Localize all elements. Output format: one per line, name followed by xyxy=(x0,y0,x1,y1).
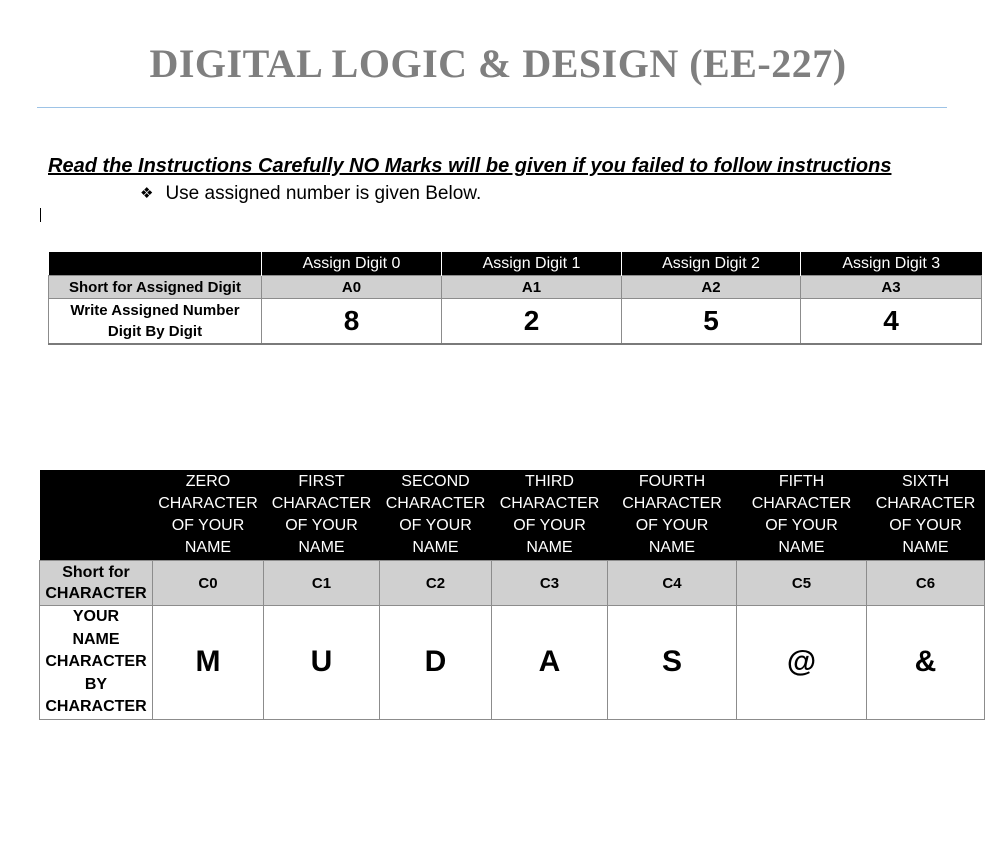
row-label-line: CHARACTER xyxy=(45,585,147,602)
table-cell[interactable]: A xyxy=(492,606,608,720)
header-line: NAME xyxy=(184,539,232,556)
table-cell[interactable]: 8 xyxy=(262,299,442,345)
text-cursor xyxy=(40,208,41,222)
table-cell[interactable]: C4 xyxy=(608,561,737,606)
table-row xyxy=(49,276,982,299)
header-line: NAME xyxy=(412,539,459,556)
instructions-heading: Read the Instructions Carefully NO Marks will be given if you failed to follow instructions xyxy=(48,155,892,177)
header-cell: Assign Digit 2 xyxy=(622,252,801,276)
table-cell[interactable]: A2 xyxy=(622,276,801,299)
table-row xyxy=(40,561,985,606)
header-cell: Assign Digit 0 xyxy=(262,252,442,276)
table-row xyxy=(49,299,982,345)
title-divider xyxy=(37,107,947,108)
table-cell[interactable]: 4 xyxy=(801,299,982,345)
header-line: SECOND xyxy=(401,473,470,490)
row-label: Short for Assigned Digit xyxy=(49,276,262,299)
header-line: OF YOUR xyxy=(635,517,709,534)
header-line: CHARACTER xyxy=(622,495,722,512)
row-label-line: NAME xyxy=(72,630,120,648)
table-cell[interactable]: C2 xyxy=(380,561,492,606)
header-line: CHARACTER xyxy=(385,495,486,512)
header-cell xyxy=(867,470,985,561)
header-line: CHARACTER xyxy=(499,495,600,512)
header-cell xyxy=(608,470,737,561)
assigned-digits-table xyxy=(48,252,982,345)
header-line: FIRST xyxy=(298,473,345,490)
header-line: CHARACTER xyxy=(751,495,852,512)
row-label-line: BY xyxy=(84,675,108,693)
table-cell[interactable]: A1 xyxy=(442,276,622,299)
table-cell[interactable]: C1 xyxy=(264,561,380,606)
row-label-line: Write Assigned Number xyxy=(70,302,240,319)
table-cell[interactable]: A0 xyxy=(262,276,442,299)
header-line: OF YOUR xyxy=(285,517,358,534)
header-cell: Assign Digit 1 xyxy=(442,252,622,276)
document-title: DIGITAL LOGIC & DESIGN (EE-227) xyxy=(149,41,847,86)
header-line: CHARACTER xyxy=(875,495,976,512)
table-cell[interactable]: 2 xyxy=(442,299,622,345)
header-line: CHARACTER xyxy=(271,495,372,512)
row-label-line: CHARACTER xyxy=(45,698,147,715)
header-line: NAME xyxy=(526,539,573,556)
header-cell xyxy=(40,470,153,561)
table-header-row xyxy=(40,470,985,561)
row-label xyxy=(40,561,153,606)
header-line: NAME xyxy=(298,539,345,556)
header-line: OF YOUR xyxy=(399,517,472,534)
diamond-bullet-icon: ❖ xyxy=(140,185,154,202)
header-cell xyxy=(492,470,608,561)
table-cell[interactable]: D xyxy=(380,606,492,720)
header-cell xyxy=(49,252,262,276)
header-line: FOURTH xyxy=(638,473,706,490)
header-line: SIXTH xyxy=(901,473,950,490)
header-cell xyxy=(737,470,867,561)
header-cell xyxy=(153,470,264,561)
table-row xyxy=(40,606,985,720)
row-label xyxy=(40,606,153,720)
table-cell[interactable]: @ xyxy=(737,606,867,720)
header-line: OF YOUR xyxy=(765,517,838,534)
header-cell: Assign Digit 3 xyxy=(801,252,982,276)
table-cell[interactable]: S xyxy=(608,606,737,720)
header-line: NAME xyxy=(902,539,949,556)
table-cell[interactable]: C0 xyxy=(153,561,264,606)
table-cell[interactable]: C3 xyxy=(492,561,608,606)
bullet-item xyxy=(140,183,481,205)
header-cell xyxy=(264,470,380,561)
table-cell[interactable]: M xyxy=(153,606,264,720)
header-line: FIFTH xyxy=(778,473,825,490)
header-line: OF YOUR xyxy=(171,517,245,534)
table-cell[interactable]: U xyxy=(264,606,380,720)
table-cell[interactable]: C5 xyxy=(737,561,867,606)
row-label-line: YOUR xyxy=(72,608,120,625)
table-cell[interactable]: 5 xyxy=(622,299,801,345)
table-cell[interactable]: A3 xyxy=(801,276,982,299)
header-line: CHARACTER xyxy=(158,495,258,512)
header-line: THIRD xyxy=(525,473,574,490)
row-label-line: CHARACTER xyxy=(45,653,147,670)
bullet-text: Use assigned number is given Below. xyxy=(165,183,482,204)
header-line: ZERO xyxy=(185,473,231,490)
row-label xyxy=(49,299,262,345)
header-line: NAME xyxy=(648,539,696,556)
header-line: NAME xyxy=(778,539,825,556)
table-cell[interactable]: C6 xyxy=(867,561,985,606)
header-line: OF YOUR xyxy=(513,517,586,534)
name-characters-table xyxy=(39,470,985,720)
header-line: OF YOUR xyxy=(889,517,962,534)
table-header-row xyxy=(49,252,982,276)
row-label-line: Short for xyxy=(62,564,130,581)
header-cell xyxy=(380,470,492,561)
row-label-line: Digit By Digit xyxy=(107,323,203,340)
table-cell[interactable]: & xyxy=(867,606,985,720)
